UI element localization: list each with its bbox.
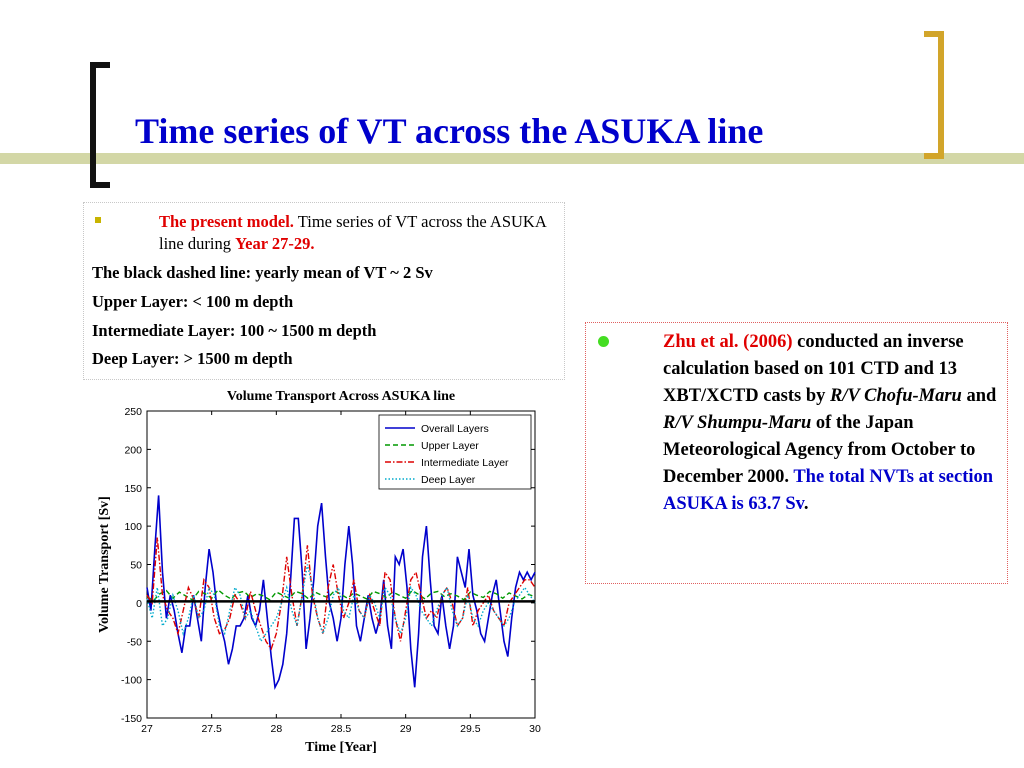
y-tick-label: 250 — [124, 406, 142, 418]
volume-transport-chart — [88, 383, 558, 763]
round-bullet-icon — [598, 336, 609, 347]
y-tick-label: -150 — [120, 713, 142, 725]
y-tick-label: 0 — [136, 597, 142, 610]
right-bracket-decoration — [924, 31, 944, 159]
deep-layer-note: Deep Layer: > 1500 m depth — [92, 349, 293, 368]
reference-conclusion: The total NVTs at section ASUKA is 63.7 Sv — [663, 467, 994, 514]
y-tick-label: 200 — [124, 444, 142, 457]
y-tick-label: 150 — [124, 482, 142, 495]
x-tick-label: 27 — [141, 723, 153, 735]
left-bracket-decoration — [90, 62, 110, 188]
x-tick-label: 27.5 — [201, 723, 222, 735]
legend-entry: Intermediate Layer — [421, 457, 509, 469]
model-text: Time series of VT across the ASUKA line during — [159, 212, 546, 253]
reference-text — [663, 329, 998, 518]
x-tick-label: 30 — [529, 723, 541, 735]
model-highlight: The present model. — [159, 212, 294, 231]
square-bullet-icon — [95, 217, 101, 223]
reference-box — [585, 322, 1008, 584]
x-tick-label: 28.5 — [330, 723, 352, 735]
x-tick-label: 29.5 — [460, 723, 481, 735]
y-tick-label: -50 — [126, 636, 142, 649]
reference-text-2: and — [961, 386, 997, 406]
slide-title: Time series of VT across the ASUKA line — [135, 111, 764, 151]
ship-name-1: R/V Chofu-Maru — [830, 386, 962, 406]
accent-bar — [0, 153, 1024, 164]
upper-layer-note: Upper Layer: < 100 m depth — [92, 292, 294, 311]
mean-line-note: The black dashed line: yearly mean of VT ~ 2 Sv — [92, 263, 433, 282]
legend-entry: Deep Layer — [421, 474, 476, 486]
reference-end: . — [803, 494, 809, 514]
model-description-box — [83, 202, 565, 380]
ship-name-2: R/V Shumpu-Maru — [663, 413, 812, 433]
x-axis-label: Time [Year] — [305, 740, 377, 755]
x-tick-label: 28 — [270, 723, 283, 735]
y-tick-label: 50 — [130, 559, 142, 572]
legend-entry: Overall Layers — [421, 423, 489, 435]
y-tick-label: -100 — [120, 674, 142, 687]
intermediate-layer-note: Intermediate Layer: 100 ~ 1500 m depth — [92, 321, 377, 340]
reference-citation: Zhu et al. (2006) — [663, 332, 793, 352]
x-tick-label: 29 — [399, 723, 412, 735]
reference-text-1: conducted an inverse calculation based on 101 CTD and 13 XBT/XCTD casts by — [663, 332, 964, 406]
model-years: Year 27-29. — [235, 234, 315, 253]
model-bullet-text — [159, 211, 559, 255]
y-tick-label: 100 — [124, 521, 142, 534]
legend-entry: Upper Layer — [421, 440, 479, 452]
chart-title: Volume Transport Across ASUKA line — [226, 389, 456, 404]
reference-text-3: of the Japan Meteorological Agency from October to December 2000. — [663, 413, 976, 487]
y-axis-label: Volume Transport [Sv] — [97, 496, 112, 633]
